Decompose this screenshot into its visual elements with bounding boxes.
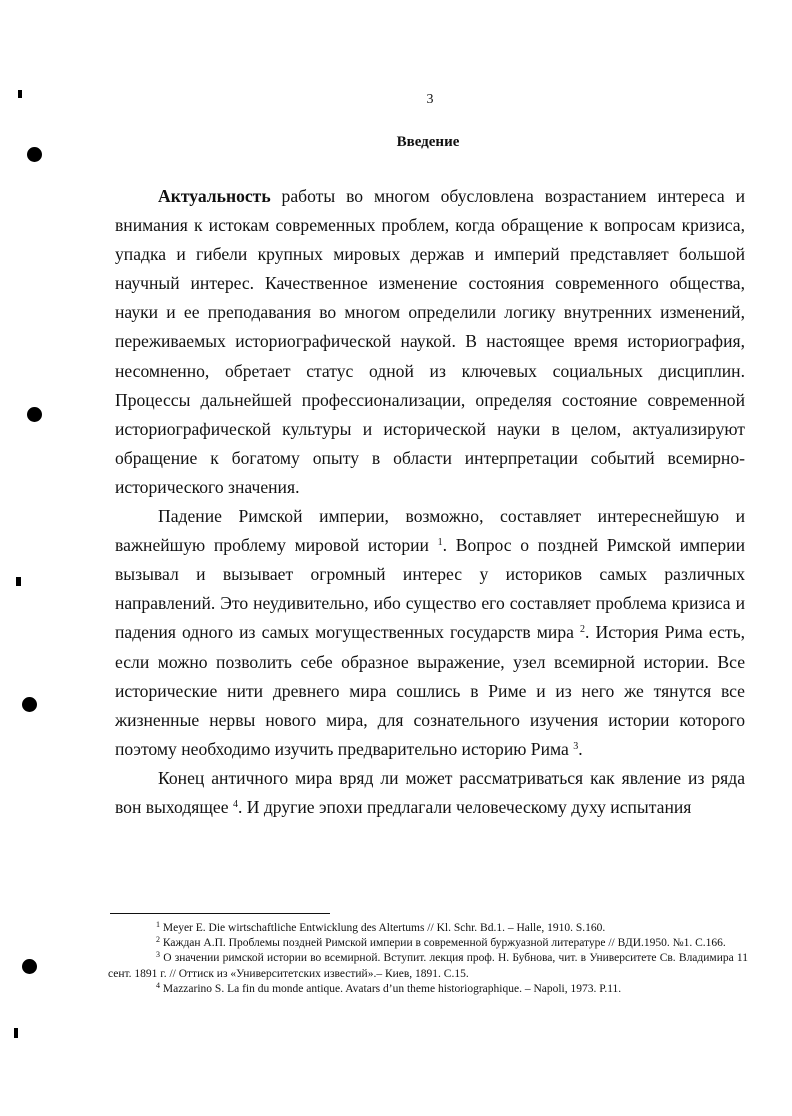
paragraph-relevance <box>115 182 745 502</box>
footnote-ref[interactable]: 4 <box>232 798 238 810</box>
paragraph-text: работы во многом обусловлена возрастанием интереса и внимания к истокам современных проблем, когда обращение к вопросам кризиса, упадка и гибели крупных мировых держав и империй представляет большой научный интерес. Качественное изменение состояния современного общества, науки и ее преподавания во многом определили логику внутренних изменений, переживаемых историографической наукой. В настоящее время историография, несомненно, обретает статус одной из ключевых социальных дисциплин. Процессы дальнейшей профессионализации, определяя состояние современной историографической культуры и исторической науки в целом, актуализируют обращение к богатому опыту в области интерпретации событий всемирно-исторического значения. <box>115 186 745 497</box>
footnote-item <box>108 951 748 981</box>
footnote-text: Mazzarino S. La fin du monde antique. Avatars d’un theme historiographique. – Napoli, 1973. P.11. <box>160 982 622 995</box>
footnote-item <box>108 982 748 997</box>
footnote-text: Каждан А.П. Проблемы поздней Римской империи в современной буржуазной литературе // ВДИ.1950. №1. С.166. <box>160 937 726 950</box>
footnotes <box>108 921 748 997</box>
page-number: 3 <box>426 92 434 107</box>
paragraph-text: Падение Римской империи, возможно, составляет интереснейшую и важнейшую проблему мировой истории <box>115 506 745 556</box>
scan-speck-2 <box>16 577 21 586</box>
paragraph-text: . История Рима есть, если можно позволить себе образное выражение, узел всемирной истории. Все исторические нити древнего мира сошлись в Риме и из него же тянутся все жизненные нервы нового мира, для сознательного изучения истории которого поэтому необходимо изучить предварительно историю Рима <box>115 622 745 759</box>
scan-speck-3 <box>14 1028 18 1038</box>
footnote-number: 1 <box>156 920 160 929</box>
footnote-ref[interactable]: 1 <box>437 537 443 549</box>
scan-speck-1 <box>18 90 22 98</box>
footnote-text: О значении римской истории во всемирной. Вступит. лекция проф. Н. Бубнова, чит. в Университете Св. Владимира 11 сент. 1891 г. // Оттиск из «Университетских известий».– Киев, 1891. С.15. <box>108 952 748 980</box>
footnote-ref[interactable]: 3 <box>573 740 579 752</box>
paragraph-text: . И другие эпохи предлагали человеческому духу испытания <box>237 796 692 817</box>
paragraph-text: . <box>578 738 583 759</box>
punch-hole-3 <box>22 697 37 712</box>
footnote-separator <box>110 913 330 914</box>
footnote-item <box>108 936 748 951</box>
footnote-number: 4 <box>156 980 160 990</box>
punch-hole-4 <box>22 959 37 974</box>
footnote-text: Meyer E. Die wirtschaftliche Entwicklung des Altertums // Kl. Schr. Bd.1. – Halle, 1910. S.160. <box>160 922 606 934</box>
main-text <box>115 182 745 822</box>
paragraph-end-of-antiquity <box>115 764 745 822</box>
section-heading: Введение <box>396 134 460 150</box>
punch-hole-2 <box>27 407 42 422</box>
punch-hole-1 <box>27 147 42 162</box>
footnote-number: 2 <box>156 935 160 945</box>
paragraph-text: Конец античного мира вряд ли может рассматриваться как явление из ряда вон выходящее <box>115 767 745 817</box>
footnote-item <box>108 921 748 936</box>
footnote-number: 3 <box>156 950 160 960</box>
footnote-ref[interactable]: 2 <box>580 624 586 636</box>
relevance-lead-word: Актуальность <box>158 186 271 206</box>
paragraph-text: . Вопрос о поздней Римской империи вызывал и вызывает огромный интерес у историков самых различных направлений. Это неудивительно, ибо существо его составляет проблема кризиса и падения одного из самых могущественных государств мира <box>115 535 746 643</box>
paragraph-fall-of-rome <box>115 502 745 764</box>
